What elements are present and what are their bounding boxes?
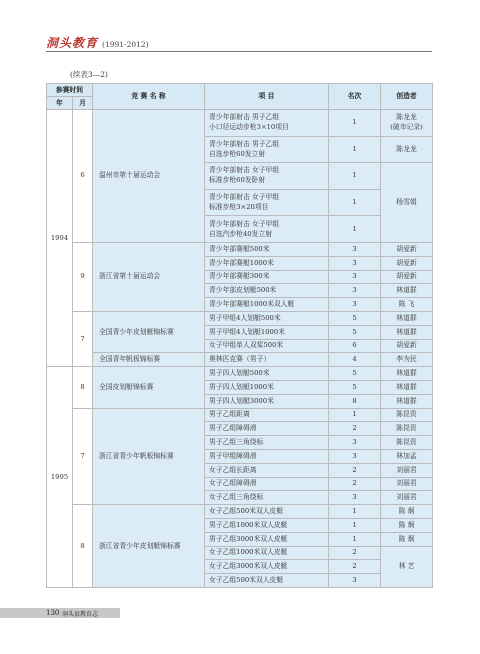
rank-cell: 3 (329, 242, 381, 256)
event-cell: 男子乙组三角绕标 (205, 436, 329, 450)
creator-cell (381, 110, 433, 137)
rank-cell: 1 (329, 189, 381, 216)
event-line: 青少年部射击 女子甲组 (209, 193, 280, 202)
event-cell: 青少年部赛艇1000米双人艇 (205, 298, 329, 312)
event-cell: 男子甲组4人划艇1000米 (205, 325, 329, 339)
event-cell: 女子乙组500米双人皮艇 (205, 505, 329, 519)
records-table (46, 83, 433, 588)
competition-cell: 全国青年帆板锦标赛 (93, 353, 205, 367)
creator-cell: 林道群 (381, 380, 433, 394)
creator-cell: 陈昆资 (381, 422, 433, 436)
rank-cell: 2 (329, 560, 381, 574)
competition-cell: 温州市第十届运动会 (93, 110, 205, 243)
header-year: 年 (47, 97, 73, 110)
book-title: 洞头县教育志 (62, 611, 99, 618)
rank-cell: 1 (329, 532, 381, 546)
page-footer (0, 608, 480, 618)
creator-cell: 刘丽君 (381, 463, 433, 477)
header-event: 项 目 (205, 84, 329, 110)
rank-cell: 3 (329, 298, 381, 312)
event-cell: 男子甲组障碍滑 (205, 449, 329, 463)
month-cell: 7 (73, 311, 93, 366)
book-brand: 洞头教育 (46, 36, 99, 50)
event-cell: 青少年部皮划艇500米 (205, 284, 329, 298)
table-caption: (续表3—2) (70, 70, 108, 79)
rank-cell: 3 (329, 436, 381, 450)
event-line: 自选汽步枪40发立射 (209, 229, 273, 238)
event-line: 青少年部射击 男子乙组 (209, 113, 280, 122)
rank-cell: 4 (329, 353, 381, 367)
month-cell: 8 (73, 367, 93, 408)
page-header (46, 34, 149, 50)
creator-cell: 陈昆资 (381, 436, 433, 450)
header-rank: 名次 (329, 84, 381, 110)
creator-cell: 陈 炯 (381, 518, 433, 532)
event-cell (205, 189, 329, 216)
event-cell: 女子乙组500米双人皮艇 (205, 574, 329, 588)
rank-cell: 1 (329, 518, 381, 532)
year-cell: 1995 (47, 367, 73, 588)
event-cell (205, 136, 329, 163)
event-cell: 男子乙组1000米双人皮艇 (205, 518, 329, 532)
event-cell: 女子乙组障碍滑 (205, 477, 329, 491)
rank-cell: 1 (329, 505, 381, 519)
rank-cell: 3 (329, 449, 381, 463)
event-line: 青少年部射击 男子乙组 (209, 139, 280, 148)
rank-cell: 2 (329, 422, 381, 436)
event-cell: 男子四人划艇1000米 (205, 380, 329, 394)
event-cell: 女子乙组1000米双人皮艇 (205, 546, 329, 560)
rank-cell: 2 (329, 477, 381, 491)
rank-cell: 6 (329, 339, 381, 353)
creator-cell: 胡爱新 (381, 339, 433, 353)
month-cell: 9 (73, 242, 93, 311)
creator-cell: 林道群 (381, 394, 433, 408)
rank-cell: 2 (329, 463, 381, 477)
creator-cell: 林道群 (381, 311, 433, 325)
rank-cell: 3 (329, 270, 381, 284)
creator-cell: 林道群 (381, 367, 433, 381)
event-line: 青少年部射击 女子甲组 (209, 219, 280, 228)
year-cell: 1994 (47, 110, 73, 367)
event-cell: 男子甲组4人划艇500米 (205, 311, 329, 325)
event-cell: 女子乙组3000米双人皮艇 (205, 560, 329, 574)
creator-cell: 林道群 (381, 284, 433, 298)
creator-cell: 陈昆资 (381, 408, 433, 422)
footer-bar (0, 608, 120, 618)
rank-cell: 2 (329, 546, 381, 560)
rank-cell: 5 (329, 311, 381, 325)
creator-line: 陈龙龙 (396, 113, 417, 122)
competition-cell: 浙江省青少年帆板锦标赛 (93, 408, 205, 505)
creator-cell: 陈 炯 (381, 532, 433, 546)
month-cell: 6 (73, 110, 93, 243)
rank-cell: 1 (329, 163, 381, 190)
event-cell: 青少年部赛艇300米 (205, 270, 329, 284)
book-years: (1991-2012) (102, 40, 149, 49)
creator-cell: 林道群 (381, 325, 433, 339)
creator-cell: 胡爱新 (381, 242, 433, 256)
header-divider (46, 51, 432, 52)
creator-cell: 林加孟 (381, 449, 433, 463)
creator-cell: 胡爱新 (381, 270, 433, 284)
creator-cell: 胡爱新 (381, 256, 433, 270)
rank-cell: 1 (329, 110, 381, 137)
competition-cell: 浙江省第十届运动会 (93, 242, 205, 311)
event-line: 自选步枪60发立射 (209, 149, 266, 158)
creator-cell: 刘丽君 (381, 491, 433, 505)
event-cell (205, 216, 329, 243)
rank-cell: 3 (329, 491, 381, 505)
event-cell: 女子乙组长距离 (205, 463, 329, 477)
rank-cell: 1 (329, 408, 381, 422)
rank-cell: 5 (329, 380, 381, 394)
month-cell: 8 (73, 505, 93, 588)
header-creator: 创造者 (381, 84, 433, 110)
month-cell: 7 (73, 408, 93, 505)
header-time: 参赛时间 (47, 84, 93, 97)
creator-note: (破市记录) (390, 123, 423, 132)
event-cell: 女子乙组三角绕标 (205, 491, 329, 505)
creator-cell: 杨雪娟 (381, 163, 433, 243)
event-line: 小口径运动步枪3×10项目 (209, 123, 289, 132)
header-competition: 竞 赛 名 称 (93, 84, 205, 110)
event-cell: 青少年部赛艇1000米 (205, 256, 329, 270)
rank-cell: 1 (329, 136, 381, 163)
event-cell: 女子甲组单人双桨500米 (205, 339, 329, 353)
event-cell: 男子乙组3000米双人皮艇 (205, 532, 329, 546)
event-cell: 奥林匹克赛（男子） (205, 353, 329, 367)
header-month: 月 (73, 97, 93, 110)
event-line: 青少年部射击 女子甲组 (209, 166, 280, 175)
event-line: 标准步枪60发卧射 (209, 176, 266, 185)
event-line: 标准步枪3×20项目 (209, 203, 269, 212)
event-cell: 男子四人划艇3000米 (205, 394, 329, 408)
event-cell: 青少年部赛艇500米 (205, 242, 329, 256)
rank-cell: 1 (329, 216, 381, 243)
rank-cell: 3 (329, 574, 381, 588)
creator-cell: 陈 炯 (381, 505, 433, 519)
rank-cell: 3 (329, 256, 381, 270)
competition-cell: 全国青少年皮划艇锦标赛 (93, 311, 205, 352)
rank-cell: 5 (329, 367, 381, 381)
event-cell (205, 163, 329, 190)
event-cell: 男子乙组障碍滑 (205, 422, 329, 436)
competition-cell: 浙江省青少年皮划艇锦标赛 (93, 505, 205, 588)
creator-cell: 陈龙龙 (381, 136, 433, 163)
event-cell: 男子四人划艇500米 (205, 367, 329, 381)
creator-cell: 刘丽君 (381, 477, 433, 491)
page-number: 130 (46, 609, 60, 617)
rank-cell: 5 (329, 325, 381, 339)
creator-cell: 李为民 (381, 353, 433, 367)
competition-cell: 全国皮划艇锦标赛 (93, 367, 205, 408)
event-cell (205, 110, 329, 137)
rank-cell: 8 (329, 394, 381, 408)
creator-cell: 陈 飞 (381, 298, 433, 312)
creator-cell: 林 艺 (381, 546, 433, 587)
rank-cell: 3 (329, 284, 381, 298)
event-cell: 男子乙组距离 (205, 408, 329, 422)
